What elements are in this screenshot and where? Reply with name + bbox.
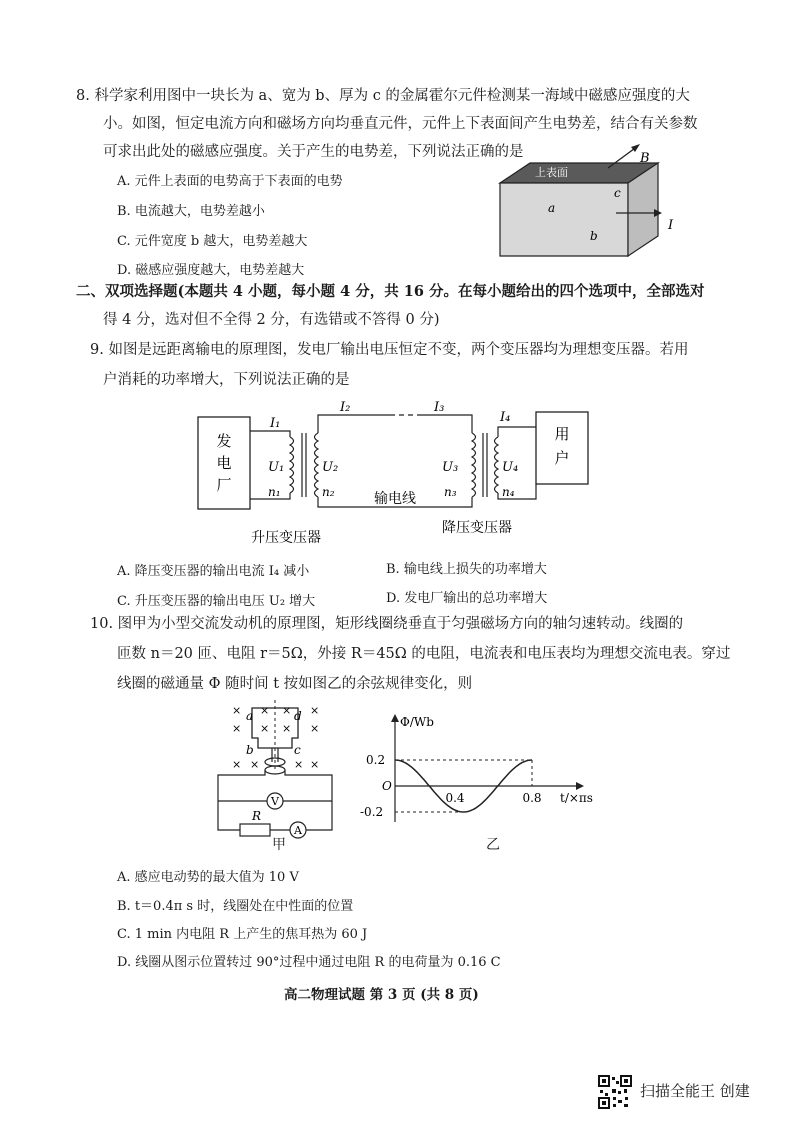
step-down-label: 降压变压器 <box>442 520 512 536</box>
q10-line1: 10. 图甲为小型交流发动机的原理图，矩形线圈绕垂直于匀强磁场方向的轴匀速转动。线圈的 <box>90 616 684 632</box>
top-surface-label: 上表面 <box>535 166 568 179</box>
q9-option-d: D. 发电厂输出的总功率增大 <box>386 591 548 606</box>
field-cross: × <box>294 758 304 771</box>
flux-xlabel: t/×πs <box>560 791 593 805</box>
section2-line2: 得 4 分，选对但不全得 2 分，有选错或不答得 0 分) <box>103 312 440 328</box>
transmission-diagram <box>190 395 610 555</box>
q9-option-c: C. 升压变压器的输出电压 U₂ 增大 <box>117 594 316 609</box>
label-I3: I₃ <box>434 400 445 415</box>
field-cross: × <box>232 722 242 735</box>
q8-option-d: D. 磁感应强度越大，电势差越大 <box>117 263 305 278</box>
q8-line3: 可求出此处的磁感应强度。关于产生的电势差，下列说法正确的是 <box>103 144 524 160</box>
flux-xtick-mid: 0.4 <box>445 791 465 805</box>
label-c: c <box>614 186 621 200</box>
q9-line1: 9. 如图是远距离输电的原理图，发电厂输出电压恒定不变，两个变压器均为理想变压器。若用 <box>90 342 689 358</box>
ammeter-label: A <box>294 824 302 837</box>
field-cross: × <box>282 722 292 735</box>
voltmeter-label: V <box>271 795 279 808</box>
q8-option-c: C. 元件宽度 b 越大，电势差越大 <box>117 234 308 249</box>
figure-jia-caption: 甲 <box>272 837 286 853</box>
q10-option-a: A. 感应电动势的最大值为 10 V <box>117 870 299 885</box>
q8-line2: 小。如图，恒定电流方向和磁场方向均垂直元件，元件上下表面间产生电势差，结合有关参数 <box>103 116 698 132</box>
label-B: B <box>640 151 650 166</box>
resistor-label: R <box>252 809 262 823</box>
label-I4: I₄ <box>500 410 511 425</box>
q8-option-b: B. 电流越大，电势差越小 <box>117 204 265 219</box>
flux-origin: O <box>382 779 392 793</box>
flux-xtick-end: 0.8 <box>522 791 542 805</box>
plant-char-1: 发 <box>216 432 232 450</box>
scanner-watermark: 扫描全能王 创建 <box>640 1082 750 1100</box>
label-U2: U₂ <box>322 460 339 475</box>
label-n3: n₃ <box>444 485 457 499</box>
figure-yi-caption: 乙 <box>486 837 500 853</box>
coil-label-c: c <box>294 743 301 757</box>
q10-line3: 线圈的磁通量 Φ 随时间 t 按如图乙的余弦规律变化，则 <box>117 676 473 692</box>
field-cross: × <box>310 722 320 735</box>
q8-line1: 8. 科学家利用图中一块长为 a、宽为 b、厚为 c 的金属霍尔元件检测某一海域中磁感应强度的大 <box>76 88 690 104</box>
label-U4: U₄ <box>502 460 519 475</box>
field-cross: × <box>310 704 320 717</box>
label-a: a <box>548 201 556 215</box>
hall-element-figure <box>490 138 690 263</box>
user-char-2: 户 <box>554 449 570 467</box>
step-up-label: 升压变压器 <box>251 530 321 546</box>
label-b: b <box>590 229 598 243</box>
qr-code-icon <box>598 1075 632 1109</box>
field-cross: × <box>282 704 292 717</box>
field-cross: × <box>250 758 260 771</box>
generator-figure <box>210 700 350 850</box>
section2-line1: 二、双项选择题(本题共 4 小题，每小题 4 分，共 16 分。在每小题给出的四个选项中，全部选对 <box>76 283 705 300</box>
label-n4: n₄ <box>502 485 515 499</box>
field-cross: × <box>260 704 270 717</box>
user-char-1: 用 <box>554 425 570 443</box>
q10-line2: 匝数 n＝20 匝、电阻 r＝5Ω，外接 R＝45Ω 的电阻，电流表和电压表均为理想交流电表。穿过 <box>117 646 731 662</box>
plant-char-2: 电 <box>216 454 232 472</box>
q10-option-d: D. 线圈从图示位置转过 90°过程中通过电阻 R 的电荷量为 0.16 C <box>117 955 501 970</box>
q9-option-b: B. 输电线上损失的功率增大 <box>386 562 547 577</box>
label-n1: n₁ <box>268 485 281 499</box>
q8-option-a: A. 元件上表面的电势高于下表面的电势 <box>117 174 343 189</box>
flux-ytick-top: 0.2 <box>366 753 386 767</box>
page-footer: 高二物理试题 第 3 页 (共 8 页) <box>284 987 479 1003</box>
field-cross: × <box>232 704 242 717</box>
transmission-line-label: 输电线 <box>374 491 416 507</box>
flux-graph <box>360 712 620 832</box>
flux-ylabel: Φ/Wb <box>400 715 434 729</box>
label-U1: U₁ <box>268 460 285 475</box>
q9-line2: 户消耗的功率增大，下列说法正确的是 <box>103 372 350 388</box>
field-cross: × <box>260 722 270 735</box>
coil-label-b: b <box>246 743 254 757</box>
q10-option-c: C. 1 min 内电阻 R 上产生的焦耳热为 60 J <box>117 927 368 942</box>
label-n2: n₂ <box>322 485 335 499</box>
q10-option-b: B. t＝0.4π s 时，线圈处在中性面的位置 <box>117 899 354 914</box>
label-I1: I₁ <box>270 416 281 431</box>
field-cross: × <box>310 758 320 771</box>
coil-label-a: a <box>246 709 254 723</box>
label-I2: I₂ <box>340 400 351 415</box>
label-I: I <box>668 218 674 233</box>
field-cross: × <box>232 758 242 771</box>
q9-option-a: A. 降压变压器的输出电流 I₄ 减小 <box>117 564 310 579</box>
plant-char-3: 厂 <box>216 476 232 494</box>
flux-ytick-bottom: -0.2 <box>360 805 384 819</box>
label-U3: U₃ <box>442 460 459 475</box>
coil-label-d: d <box>294 709 302 723</box>
